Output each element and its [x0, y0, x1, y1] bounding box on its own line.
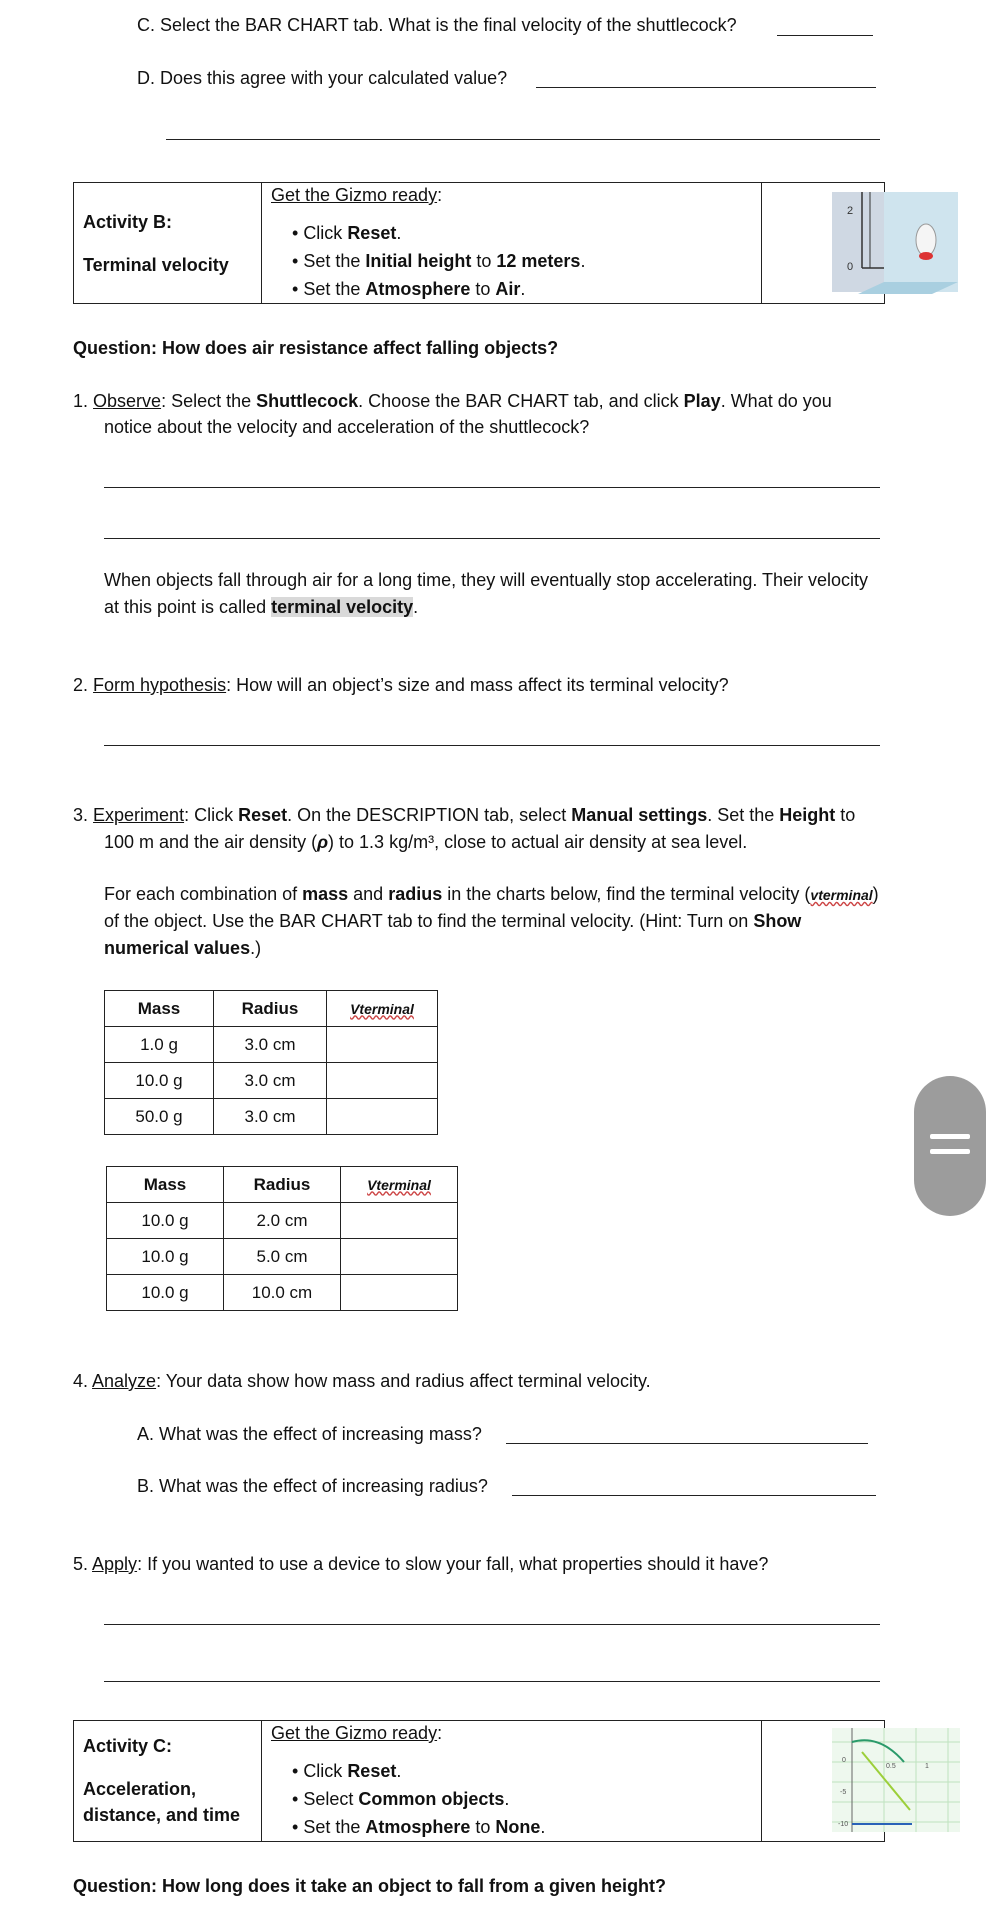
axis-label: 0	[847, 261, 854, 273]
cell-radius: 2.0 cm	[224, 1203, 341, 1239]
step-item: • Click Reset.	[292, 1761, 402, 1781]
answer-line-q1a[interactable]	[104, 487, 880, 488]
terminal-note-line2: at this point is called terminal velocity.	[104, 597, 419, 617]
header-vterminal: Vterminal	[327, 991, 438, 1027]
shuttlecock-gizmo-thumbnail	[832, 190, 958, 296]
table-row	[107, 1203, 458, 1239]
activity-c-ready: Get the Gizmo ready:	[271, 1723, 443, 1743]
activity-b-ready: Get the Gizmo ready:	[271, 185, 443, 205]
cell-mass: 50.0 g	[105, 1099, 214, 1135]
question-heading-c: Question: How long does it take an object to fall from a given height?	[73, 1876, 667, 1896]
answer-line-q1b[interactable]	[104, 538, 880, 539]
q3-para2-line3: numerical values.)	[104, 938, 262, 958]
table-row	[105, 1027, 438, 1063]
question-d: D. Does this agree with your calculated value?	[137, 68, 508, 88]
q3-para2-line2: of the object. Use the BAR CHART tab to find the terminal velocity. (Hint: Turn on Show	[104, 911, 802, 931]
cell-vterminal[interactable]	[327, 1099, 438, 1135]
terminal-note-line1: When objects fall through air for a long time, they will eventually stop accelerating. Their velocity	[104, 570, 869, 590]
graph-gizmo-thumbnail	[832, 1728, 960, 1832]
axis-label: 0	[842, 1757, 846, 1764]
activity-c-steps	[292, 1757, 545, 1841]
cell-mass: 10.0 g	[107, 1275, 224, 1311]
answer-line-q4a[interactable]	[506, 1443, 868, 1444]
header-radius: Radius	[224, 1167, 341, 1203]
table-header-row	[105, 991, 438, 1027]
axis-label: -10	[838, 1821, 849, 1828]
table-row	[105, 1063, 438, 1099]
cell-mass: 10.0 g	[107, 1203, 224, 1239]
answer-line-d2[interactable]	[166, 139, 880, 140]
answer-line-q5b[interactable]	[104, 1681, 880, 1682]
answer-line-q5a[interactable]	[104, 1624, 880, 1625]
cell-radius: 5.0 cm	[224, 1239, 341, 1275]
cell-radius: 3.0 cm	[214, 1099, 327, 1135]
table-row	[107, 1239, 458, 1275]
activity-b-steps	[292, 219, 585, 303]
answer-line-q4b[interactable]	[512, 1495, 876, 1496]
cell-vterminal[interactable]	[341, 1203, 458, 1239]
cell-mass: 1.0 g	[105, 1027, 214, 1063]
cell-vterminal[interactable]	[327, 1027, 438, 1063]
activity-b-title: Activity B:	[83, 212, 173, 232]
axis-label: -5	[840, 1789, 847, 1796]
table-row	[105, 1099, 438, 1135]
header-mass: Mass	[107, 1167, 224, 1203]
header-vterminal: Vterminal	[341, 1167, 458, 1203]
q4-a: A. What was the effect of increasing mass?	[137, 1424, 482, 1444]
axis-label: 2	[847, 205, 854, 217]
step-item: • Click Reset.	[292, 223, 402, 243]
q2-line: 2. Form hypothesis: How will an object’s size and mass affect its terminal velocity?	[73, 675, 729, 695]
axis-label: 1	[925, 1763, 929, 1770]
data-table-2	[106, 1166, 458, 1311]
activity-b-subtitle: Terminal velocity	[83, 255, 229, 275]
step-item: • Set the Initial height to 12 meters.	[292, 251, 586, 271]
grip-icon	[930, 1149, 970, 1154]
cell-radius: 10.0 cm	[224, 1275, 341, 1311]
cell-vterminal[interactable]	[341, 1239, 458, 1275]
q1-line2: notice about the velocity and acceleration of the shuttlecock?	[104, 417, 590, 437]
question-heading-b: Question: How does air resistance affect falling objects?	[73, 338, 559, 358]
answer-line-q2[interactable]	[104, 745, 880, 746]
q3-line1: 3. Experiment: Click Reset. On the DESCRIPTION tab, select Manual settings. Set the Height to	[73, 805, 856, 825]
data-table-1	[104, 990, 438, 1135]
q3-line2: 100 m and the air density (ρ) to 1.3 kg/m³, close to actual air density at sea level.	[104, 832, 748, 852]
grip-icon	[930, 1134, 970, 1139]
cell-radius: 3.0 cm	[214, 1027, 327, 1063]
activity-c-subtitle-1: Acceleration,	[83, 1779, 197, 1799]
cell-mass: 10.0 g	[105, 1063, 214, 1099]
step-item: • Set the Atmosphere to Air.	[292, 279, 526, 299]
answer-line-c[interactable]	[777, 35, 873, 36]
header-radius: Radius	[214, 991, 327, 1027]
cell-radius: 3.0 cm	[214, 1063, 327, 1099]
q4-line: 4. Analyze: Your data show how mass and radius affect terminal velocity.	[73, 1371, 651, 1391]
cell-vterminal[interactable]	[341, 1275, 458, 1311]
cell-mass: 10.0 g	[107, 1239, 224, 1275]
q4-b: B. What was the effect of increasing radius?	[137, 1476, 488, 1496]
table-header-row	[107, 1167, 458, 1203]
step-item: • Select Common objects.	[292, 1789, 510, 1809]
question-c: C. Select the BAR CHART tab. What is the final velocity of the shuttlecock?	[137, 15, 737, 35]
q5-line: 5. Apply: If you wanted to use a device to slow your fall, what properties should it have?	[73, 1554, 769, 1574]
axis-label: 0.5	[886, 1763, 896, 1770]
activity-c-title: Activity C:	[83, 1736, 173, 1756]
activity-c-subtitle-2: distance, and time	[83, 1805, 241, 1825]
step-item: • Set the Atmosphere to None.	[292, 1817, 546, 1837]
header-mass: Mass	[105, 991, 214, 1027]
cell-vterminal[interactable]	[327, 1063, 438, 1099]
scroll-handle[interactable]	[914, 1076, 986, 1216]
q3-para2-line1: For each combination of mass and radius in the charts below, find the terminal velocity (vterminal)	[104, 884, 879, 904]
q1-line1: 1. Observe: Select the Shuttlecock. Choose the BAR CHART tab, and click Play. What do you	[73, 391, 832, 411]
answer-line-d[interactable]	[536, 87, 876, 88]
table-row	[107, 1275, 458, 1311]
